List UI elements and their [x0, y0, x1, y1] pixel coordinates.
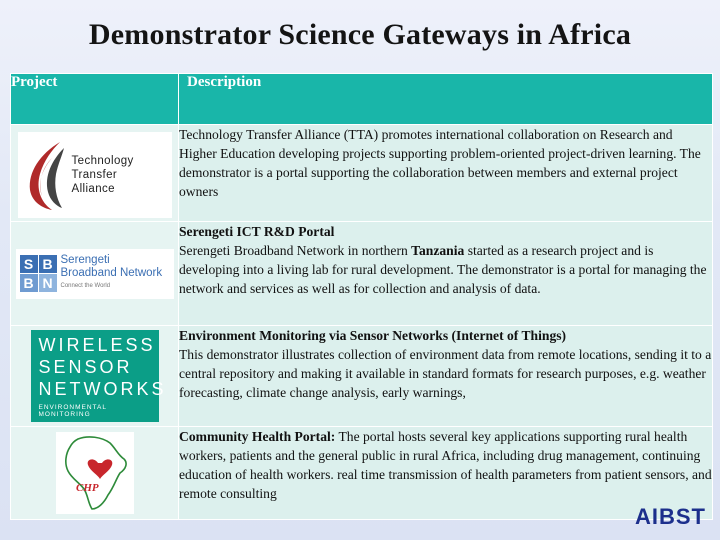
- sb-letter-b: B: [39, 255, 57, 273]
- chp-label: CHP: [75, 482, 99, 494]
- project-description: [179, 326, 713, 427]
- project-logo-cell: [11, 125, 179, 222]
- sb-letter-s: S: [20, 255, 38, 273]
- tta-swirl-icon: [22, 138, 68, 212]
- wsn-heading: Environment Monitoring via Sensor Networks (Internet of Things): [179, 328, 567, 343]
- header-description: Description: [179, 74, 713, 125]
- chp-description: The portal hosts several key applications supporting rural health workers, patients and the general public in rural Africa, including drug management, continuing education of health workers. real time transmission of health parameters from patient sensors, and remote consulting: [179, 429, 712, 501]
- chp-heading: Community Health Portal:: [179, 429, 336, 444]
- page-title: Demonstrator Science Gateways in Africa: [88, 18, 632, 51]
- header-project: Project: [11, 74, 179, 125]
- tta-logo-text: Technology Transfer Alliance: [71, 154, 134, 195]
- tta-description: Technology Transfer Alliance (TTA) promotes international collaboration on Research and Higher Education developing projects supporting problem-oriented project-driven learning. The demonstrator is a portal supporting the collaboration between members and external project owners: [179, 127, 701, 199]
- serengeti-logo-text: Serengeti Broadband Network Connect the World: [60, 254, 163, 289]
- aibst-logo: AIBST: [635, 504, 706, 529]
- project-logo-cell: [11, 222, 179, 326]
- sb-letter-b2: B: [20, 274, 38, 292]
- wsn-logo: [31, 330, 167, 422]
- wsn-line-3: NETWORKS: [38, 379, 167, 399]
- sb-letter-n: N: [39, 274, 57, 292]
- project-description: [179, 427, 713, 520]
- wsn-subtitle: ENVIRONMENTAL MONITORING: [38, 404, 107, 418]
- project-logo-cell: [11, 326, 179, 427]
- project-description: [179, 222, 713, 326]
- wsn-description: This demonstrator illustrates collection of environment data from remote locations, sending it to a central repository and making it available in standard formats for research purposes, e.g. weather forecasting, climate change analysis, early warnings,: [179, 347, 712, 400]
- serengeti-text-bold: Tanzania: [411, 243, 465, 258]
- wsn-line-1: WIRELESS: [38, 335, 156, 355]
- wsn-line-2: SENSOR: [38, 357, 133, 377]
- project-description: [179, 125, 713, 222]
- table-row: [11, 222, 713, 326]
- table-row: [11, 326, 713, 427]
- tta-logo: [18, 132, 172, 218]
- serengeti-text-before: Serengeti Broadband Network in northern: [179, 243, 412, 258]
- projects-table: [10, 73, 713, 520]
- table-row: [11, 125, 713, 222]
- serengeti-logo: [16, 249, 174, 299]
- serengeti-text-after: started as a research project and is developing into a living lab for rural development. The demonstrator is a portal for managing the network and services as well as for collection and analysis of data.: [179, 243, 707, 296]
- serengeti-heading: Serengeti ICT R&D Portal: [179, 224, 335, 239]
- table-row: [11, 427, 713, 520]
- project-logo-cell: [11, 427, 179, 520]
- chp-logo: [56, 432, 134, 514]
- table-header-row: [11, 74, 713, 125]
- africa-map-icon: [58, 433, 132, 513]
